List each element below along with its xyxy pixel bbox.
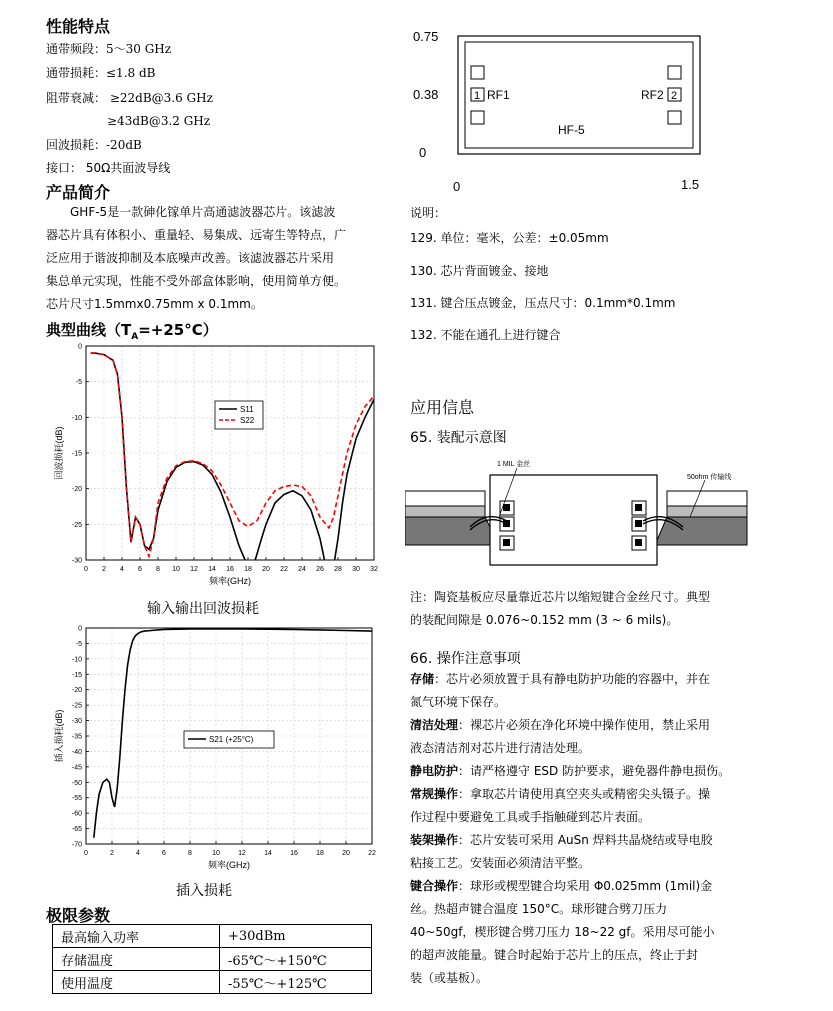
ops-line-cont: 氮气环境下保存。	[410, 695, 507, 709]
assembly-diagram	[405, 455, 755, 580]
ops-list	[410, 668, 755, 990]
rf1-number: 1	[474, 90, 481, 102]
pad	[668, 111, 681, 124]
y-tick-label: -30	[71, 718, 82, 726]
y-tick-label: -65	[71, 826, 82, 834]
ops-line	[410, 760, 755, 783]
ops-heading: 66. 操作注意事项	[410, 651, 521, 667]
pad	[471, 66, 484, 79]
rf1-label: RF1	[487, 88, 510, 102]
left-substrate-body	[405, 506, 485, 517]
ops-text: ：芯片安装可采用 AuSn 焊料共晶烧结或导电胶	[458, 833, 713, 847]
x-tick-label: 0	[84, 850, 88, 857]
ops-line	[410, 668, 755, 691]
chip-pad-icon	[503, 539, 510, 546]
intro-line: 集总单元实现，性能不受外部盒体影响，使用简单方便。	[46, 274, 347, 288]
x-tick-label: 0	[84, 566, 88, 573]
feature-return-loss: 回波损耗：-20dB	[46, 138, 142, 152]
intro-heading: 产品简介	[46, 183, 111, 202]
right-substrate-body	[667, 506, 747, 517]
y-tick-label: -35	[71, 733, 82, 741]
y-label-bottom: 0	[419, 145, 427, 160]
ops-text: ：芯片必须放置于具有静电防护功能的容器中，并在	[434, 672, 711, 686]
ops-label: 存储	[410, 672, 435, 686]
legend-entry: S22	[240, 416, 255, 425]
y-label-mid: 0.38	[413, 87, 439, 102]
ops-label: 装架操作	[410, 833, 459, 847]
curves-heading-sub: A	[131, 332, 139, 342]
y-tick-label: -20	[71, 687, 82, 695]
ops-line	[410, 783, 755, 806]
note-line: 的装配间隙是 0.076~0.152 mm (3 ~ 6 mils)。	[410, 613, 679, 627]
table-cell: 最高输入功率	[53, 925, 220, 948]
x-tick-label: 14	[264, 850, 272, 857]
ops-line	[410, 875, 755, 898]
y-tick-label: -20	[71, 486, 82, 494]
y-tick-label: 0	[78, 625, 82, 633]
y-axis-label: 回波损耗(dB)	[54, 426, 64, 480]
transmission-line-label: 50ohm 传输线	[687, 474, 732, 481]
curves-heading-text: 典型曲线（T	[46, 321, 132, 339]
ops-line	[410, 967, 755, 990]
x-label-right: 1.5	[681, 177, 700, 192]
right-substrate-top	[667, 491, 747, 506]
ops-label: 键合操作	[410, 879, 459, 893]
left-substrate-top	[405, 491, 485, 506]
insertion-loss-caption: 插入损耗	[176, 883, 232, 899]
x-tick-label: 20	[262, 566, 270, 573]
x-tick-label: 2	[102, 566, 106, 573]
ops-label: 常规操作	[410, 787, 459, 801]
y-tick-label: -45	[71, 764, 82, 772]
chip-pad-icon	[635, 520, 642, 527]
chip-pad-icon	[635, 504, 642, 511]
ops-line-cont: 粘接工艺。安装面必须清洁平整。	[410, 856, 591, 870]
ops-line	[410, 714, 755, 737]
y-tick-label: -10	[71, 414, 82, 422]
ops-line-cont: 的超声波能量。键合时起始于芯片上的压点，终止于封	[410, 948, 699, 962]
series-line-s11	[91, 353, 375, 574]
x-tick-label: 10	[212, 850, 220, 857]
x-tick-label: 8	[156, 566, 160, 573]
y-tick-label: -40	[71, 748, 82, 756]
intro-line: GHF-5是一款砷化镓单片高通滤波器芯片。该滤波	[70, 205, 336, 219]
ops-label: 静电防护	[410, 764, 459, 778]
table-cell: 使用温度	[53, 971, 220, 994]
x-tick-label: 12	[190, 566, 198, 573]
chip-outline-drawing	[405, 22, 715, 197]
legend-entry: S11	[240, 405, 254, 414]
rf2-label: RF2	[641, 88, 664, 102]
y-tick-label: -15	[71, 450, 82, 458]
ops-label: 清洁处理	[410, 718, 459, 732]
feature-interface: 接口： 50Ω共面波导线	[46, 161, 171, 175]
x-tick-label: 12	[238, 850, 246, 857]
table-cell: +30dBm	[220, 925, 372, 948]
y-tick-label: 0	[78, 343, 82, 351]
legend-entry: S21 (+25°C)	[209, 735, 254, 744]
x-tick-label: 10	[172, 566, 180, 573]
y-tick-label: -5	[75, 379, 82, 387]
y-axis-label: 插入损耗(dB)	[54, 709, 64, 763]
feature-passband: 通带频段：5～30 GHz	[46, 42, 172, 56]
features-heading: 性能特点	[46, 17, 111, 36]
curves-heading-tail: =+25°C）	[138, 321, 218, 339]
ops-text: ：裸芯片必须在净化环境中操作使用，禁止采用	[458, 718, 711, 732]
x-tick-label: 26	[316, 566, 324, 573]
x-tick-label: 18	[316, 850, 324, 857]
return-loss-caption: 输入输出回波损耗	[147, 601, 259, 617]
y-tick-label: -30	[71, 557, 82, 565]
feature-stopband-1: 阻带衰减： ≥22dB@3.6 GHz	[46, 91, 213, 105]
x-tick-label: 24	[298, 566, 306, 573]
table-row	[53, 925, 372, 948]
table-row	[53, 971, 372, 994]
x-axis-label: 频率(GHz)	[209, 576, 251, 586]
ops-line-cont: 丝。热超声键合温度 150°C。球形键合劈刀压力	[410, 902, 668, 916]
assembly-heading: 65. 装配示意图	[410, 430, 507, 446]
x-tick-label: 8	[188, 850, 192, 857]
x-tick-label: 16	[290, 850, 298, 857]
x-tick-label: 6	[162, 850, 166, 857]
limits-table	[52, 924, 372, 994]
ops-text: ：球形或楔型键合均采用 Φ0.025mm (1mil)金	[458, 879, 713, 893]
wire-label: 1 MIL 金丝	[497, 461, 531, 468]
app-heading: 应用信息	[410, 398, 475, 417]
ops-text: 40~50gf，楔形键合劈刀压力 18~22 gf。采用尽可能小	[410, 925, 715, 939]
x-tick-label: 28	[334, 566, 342, 573]
note-item: 131. 键合压点镀金，压点尺寸：0.1mm*0.1mm	[410, 296, 676, 310]
x-tick-label: 4	[136, 850, 140, 857]
limits-heading: 极限参数	[46, 906, 111, 925]
y-tick-label: -60	[71, 810, 82, 818]
ops-line-cont: 作过程中要避免工具或手指触碰到芯片表面。	[410, 810, 651, 824]
x-tick-label: 22	[280, 566, 288, 573]
ops-line	[410, 829, 755, 852]
ops-line	[410, 921, 755, 944]
pad	[668, 66, 681, 79]
x-axis-label: 频率(GHz)	[208, 860, 250, 870]
note-item: 132. 不能在通孔上进行键合	[410, 328, 561, 342]
y-tick-label: -70	[71, 841, 82, 849]
feature-passband-loss: 通带损耗：≤1.8 dB	[46, 66, 156, 80]
chip-pad-icon	[503, 504, 510, 511]
x-tick-label: 22	[368, 850, 376, 857]
x-tick-label: 4	[120, 566, 124, 573]
ops-text: 装（或基板）。	[410, 971, 489, 985]
x-tick-label: 6	[138, 566, 142, 573]
table-row	[53, 948, 372, 971]
y-tick-label: -5	[75, 640, 82, 648]
note-item: 129. 单位：毫米，公差：±0.05mm	[410, 231, 609, 245]
insertion-loss-chart	[40, 622, 385, 877]
rf2-number: 2	[671, 90, 678, 102]
x-tick-label: 14	[208, 566, 216, 573]
legend-box	[215, 401, 263, 429]
intro-line: 芯片尺寸1.5mmx0.75mm x 0.1mm。	[46, 297, 263, 311]
table-cell: 存储温度	[53, 948, 220, 971]
y-label-top: 0.75	[413, 29, 439, 44]
x-tick-label: 20	[342, 850, 350, 857]
ops-text: ：请严格遵守 ESD 防护要求，避免器件静电损伤。	[458, 764, 731, 778]
intro-line: 泛应用于谐波抑制及本底噪声改善。该滤波器芯片采用	[46, 251, 335, 265]
x-tick-label: 30	[352, 566, 360, 573]
ops-text: ：拿取芯片请使用真空夹头或精密尖头镊子。操	[458, 787, 711, 801]
y-tick-label: -15	[71, 671, 82, 679]
assembly-note	[410, 586, 750, 632]
return-loss-chart	[40, 340, 385, 595]
pad	[471, 111, 484, 124]
y-tick-label: -10	[71, 656, 82, 664]
ops-line-cont: 液态清洁剂对芯片进行清洁处理。	[410, 741, 591, 755]
y-tick-label: -25	[71, 702, 82, 710]
intro-paragraph	[46, 201, 386, 316]
curves-heading	[46, 319, 218, 342]
x-tick-label: 18	[244, 566, 252, 573]
x-label-left: 0	[453, 179, 461, 194]
chip-name: HF-5	[558, 123, 585, 137]
x-tick-label: 2	[110, 850, 114, 857]
table-cell: -55℃～+125℃	[220, 971, 372, 994]
intro-line: 器芯片具有体积小、重量轻、易集成、远寄生等特点，广	[46, 228, 347, 242]
note-item: 130. 芯片背面镀金、接地	[410, 264, 549, 278]
y-tick-label: -50	[71, 779, 82, 787]
table-cell: -65℃～+150℃	[220, 948, 372, 971]
x-tick-label: 16	[226, 566, 234, 573]
y-tick-label: -55	[71, 795, 82, 803]
y-tick-label: -25	[71, 521, 82, 529]
note-line: 注：陶瓷基板应尽量靠近芯片以缩短键合金丝尺寸。典型	[410, 590, 711, 604]
feature-stopband-2: ≥43dB@3.2 GHz	[107, 114, 211, 128]
x-tick-label: 32	[370, 566, 378, 573]
notes-heading: 说明：	[410, 206, 447, 220]
chip-pad-icon	[635, 539, 642, 546]
